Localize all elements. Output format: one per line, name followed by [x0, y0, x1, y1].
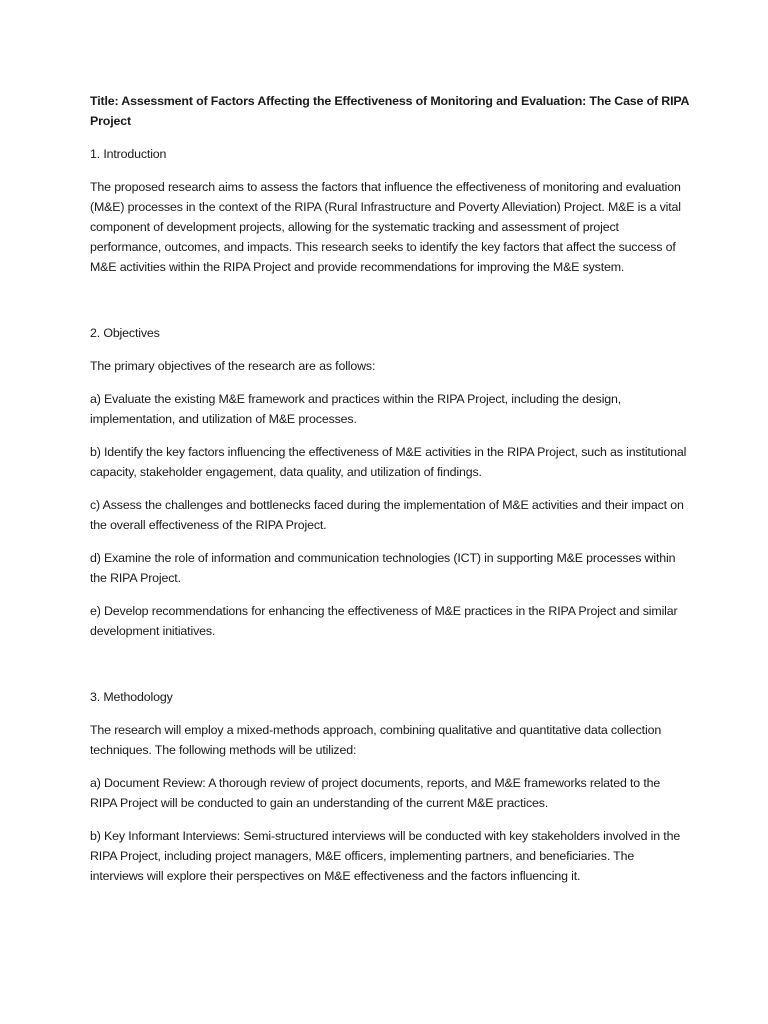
objective-item-c: c) Assess the challenges and bottlenecks faced during the implementation of M&E activities and their impact on the overall effectiveness of the RIPA Project.	[90, 498, 684, 532]
objectives-heading: 2. Objectives	[90, 326, 160, 340]
methodology-item-b: b) Key Informant Interviews: Semi-structured interviews will be conducted with key stakeholders involved in the RIPA Project, including project managers, M&E officers, implementing partners, and beneficiaries. The interviews will explore their perspectives on M&E effectiveness and the factors influencing it.	[90, 829, 681, 883]
methodology-intro: The research will employ a mixed-methods approach, combining qualitative and quantitative data collection techniques. The following methods will be utilized:	[90, 723, 662, 757]
methodology-item-a: a) Document Review: A thorough review of project documents, reports, and M&E frameworks related to the RIPA Project will be conducted to gain an understanding of the current M&E practices.	[90, 776, 661, 810]
objective-item-e: e) Develop recommendations for enhancing the effectiveness of M&E practices in the RIPA Project and similar development initiatives.	[90, 604, 678, 638]
objective-item-a: a) Evaluate the existing M&E framework and practices within the RIPA Project, including the design, implementation, and utilization of M&E processes.	[90, 392, 622, 426]
document-title: Title: Assessment of Factors Affecting the Effectiveness of Monitoring and Evaluation: The Case of RIPA Project	[90, 94, 689, 128]
document-page	[90, 91, 690, 899]
objectives-intro: The primary objectives of the research are as follows:	[90, 359, 376, 373]
objective-item-b: b) Identify the key factors influencing the effectiveness of M&E activities in the RIPA Project, such as institutional capacity, stakeholder engagement, data quality, and utilization of findings.	[90, 445, 687, 479]
methodology-heading: 3. Methodology	[90, 690, 173, 704]
introduction-heading: 1. Introduction	[90, 147, 167, 161]
section-spacer	[90, 290, 690, 323]
objective-item-d: d) Examine the role of information and communication technologies (ICT) in supporting M&E processes within the RIPA Project.	[90, 551, 676, 585]
introduction-paragraph: The proposed research aims to assess the factors that influence the effectiveness of monitoring and evaluation (M&E) processes in the context of the RIPA (Rural Infrastructure and Poverty Alleviation) Project. M&E is a vital component of development projects, allowing for the systematic tracking and assessment of project performance, outcomes, and impacts. This research seeks to identify the key factors that affect the success of M&E activities within the RIPA Project and provide recommendations for improving the M&E system.	[90, 180, 681, 274]
section-spacer	[90, 654, 690, 687]
